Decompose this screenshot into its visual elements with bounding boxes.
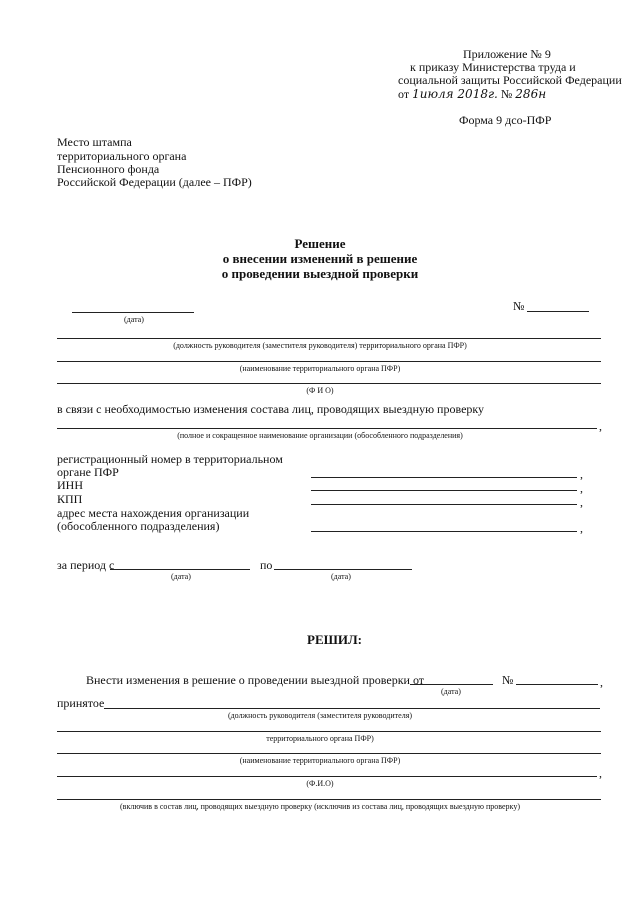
stamp-line-3: Пенсионного фонда (57, 162, 160, 176)
title-line-2: о внесении изменений в решение (222, 251, 418, 266)
appendix-number: Приложение № 9 (463, 47, 551, 61)
comma: , (580, 481, 583, 495)
comma: , (580, 495, 583, 509)
date-field-line[interactable] (72, 312, 194, 313)
reg-number-field-line[interactable] (311, 477, 577, 478)
decision-text: Внести изменения в решение о проведении выездной проверки от (86, 673, 425, 687)
title-line-1: Решение (294, 236, 346, 251)
fio-field-line[interactable] (57, 383, 601, 384)
comma: , (599, 766, 602, 780)
address-label-1: адрес места нахождения организации (57, 506, 250, 520)
final-field-line[interactable] (57, 799, 601, 800)
period-from-caption: (дата) (171, 572, 191, 581)
inn-field-line[interactable] (311, 490, 577, 491)
decision-number-label: № (502, 673, 514, 687)
comma: , (599, 419, 602, 433)
decision-fio-field-line[interactable] (57, 776, 597, 777)
territorial-field-line[interactable] (57, 731, 601, 732)
org-name-caption: (наименование территориального органа ПФР) (239, 364, 401, 373)
organization-field-line[interactable] (57, 428, 597, 429)
period-to-label: по (260, 558, 273, 572)
period-to-field-line[interactable] (274, 569, 412, 570)
handwritten-date: 1июля 2018г. (412, 87, 498, 101)
period-to-caption: (дата) (331, 572, 351, 581)
comma: , (600, 675, 603, 689)
stamp-line-2: территориального органа (57, 149, 187, 163)
appendix-ministry-line: социальной защиты Российской Федерации (398, 73, 622, 87)
reg-number-label-1: регистрационный номер в территориальном (57, 452, 283, 466)
decision-fio-caption: (Ф.И.О) (306, 779, 334, 788)
decision-org-name-caption: (наименование территориального органа ПФР) (239, 756, 401, 765)
number-prefix: № (500, 87, 513, 101)
decision-date-field-line[interactable] (410, 684, 493, 685)
date-prefix: от (398, 87, 410, 101)
number-label: № (513, 299, 525, 313)
position-caption: (должность руководителя (заместителя руководителя) территориального органа ПФР) (173, 341, 467, 350)
fio-caption: (Ф И О) (306, 386, 334, 395)
address-field-line[interactable] (311, 531, 577, 532)
territorial-caption: территориального органа ПФР) (266, 734, 374, 743)
organization-caption: (полное и сокращенное наименование организации (обособленного подразделения) (177, 431, 463, 440)
inn-label: ИНН (57, 478, 83, 492)
period-from-label: за период с (57, 558, 115, 572)
reg-number-label-2: органе ПФР (57, 465, 119, 479)
position-field-line[interactable] (57, 338, 601, 339)
appendix-date-line (398, 87, 546, 101)
handwritten-number: 286н (515, 87, 547, 101)
number-field-line[interactable] (527, 311, 589, 312)
stamp-line-4: Российской Федерации (далее – ПФР) (57, 175, 252, 189)
adopted-label: принятое (57, 696, 105, 710)
period-from-field-line[interactable] (110, 569, 250, 570)
decision-org-name-field-line[interactable] (57, 753, 601, 754)
date-caption: (дата) (124, 315, 144, 324)
org-name-field-line[interactable] (57, 361, 601, 362)
decision-number-field-line[interactable] (516, 684, 598, 685)
comma: , (580, 521, 583, 535)
comma: , (580, 467, 583, 481)
stamp-line-1: Место штампа (57, 135, 132, 149)
decision-date-caption: (дата) (441, 687, 461, 696)
decision-heading: РЕШИЛ: (307, 632, 363, 647)
address-label-2: (обособленного подразделения) (57, 519, 220, 533)
kpp-label: КПП (57, 492, 83, 506)
form-label: Форма 9 дсо-ПФР (459, 113, 552, 127)
final-caption: (включив в состав лиц, проводящих выездную проверку (исключив из состава лиц, проводящих выездную проверку) (120, 802, 520, 811)
title-line-3: о проведении выездной проверки (221, 266, 419, 281)
appendix-order-line: к приказу Министерства труда и (410, 60, 576, 74)
kpp-field-line[interactable] (311, 504, 577, 505)
adopted-position-field-line[interactable] (104, 708, 600, 709)
adopted-position-caption: (должность руководителя (заместителя руководителя) (227, 711, 413, 720)
reason-text: в связи с необходимостью изменения состава лиц, проводящих выездную проверку (57, 402, 485, 416)
